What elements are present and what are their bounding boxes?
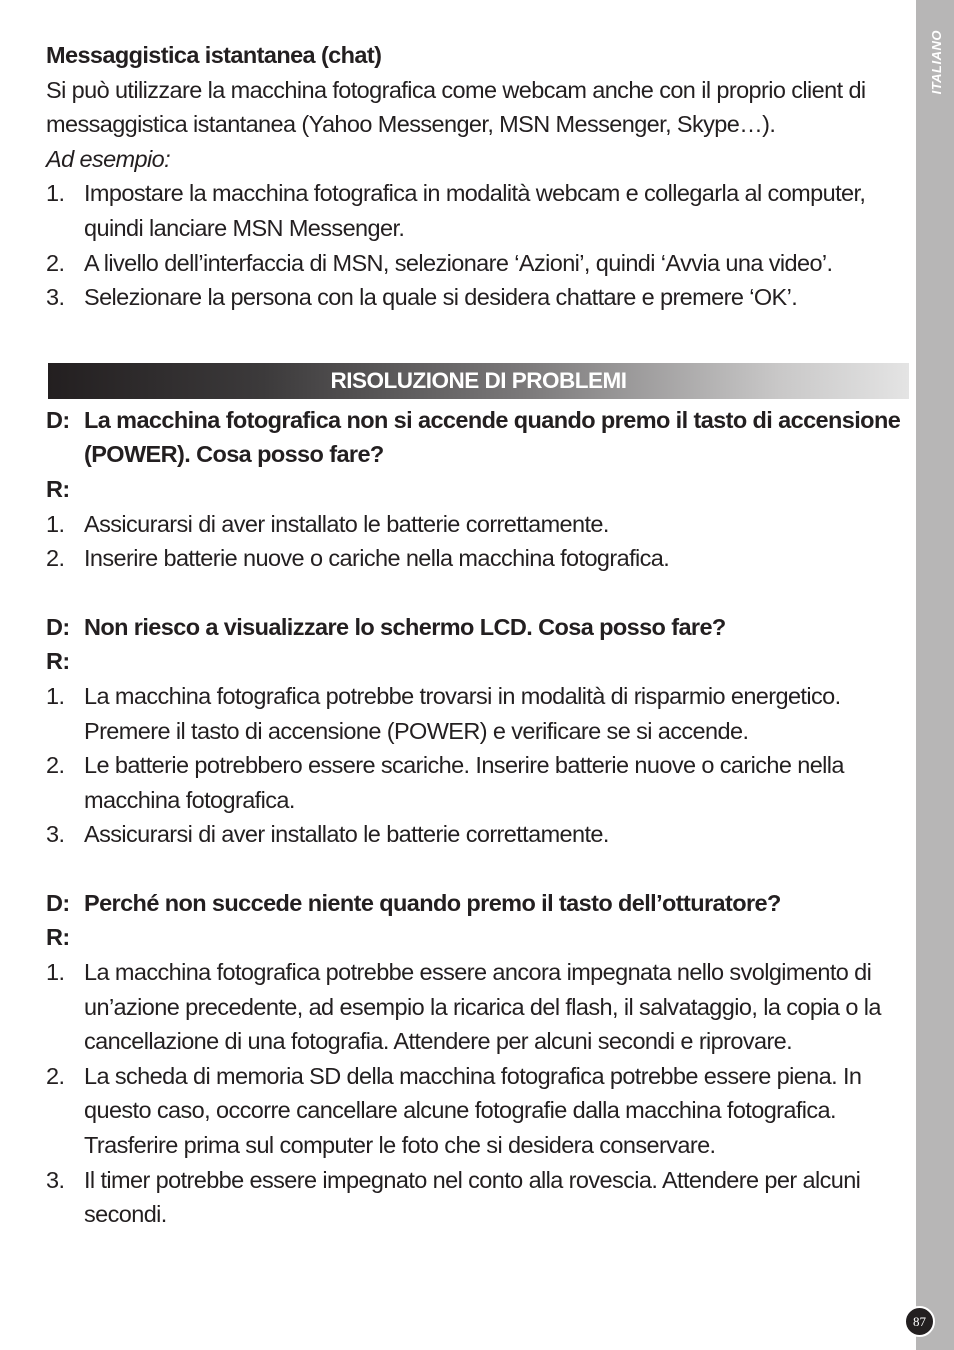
- list-text: A livello dell’interfaccia di MSN, selezionare ‘Azioni’, quindi ‘Avvia una video’.: [84, 249, 833, 276]
- page-number: 87: [904, 1306, 935, 1337]
- list-text: La scheda di memoria SD della macchina fotografica potrebbe essere piena. In questo caso, occorre cancellare alcune fotografie dalla macchina fotografica. Trasferire prima sul computer le foto che si desidera conservare.: [84, 1062, 862, 1159]
- spacer: [46, 576, 908, 610]
- list-item: [46, 176, 908, 245]
- list-text: La macchina fotografica potrebbe essere ancora impegnata nello svolgimento di un’azione precedente, ad esempio la ricarica del flash, il salvataggio, la copia o la cancellazione di una fotografia. Attendere per alcuni secondi e riprovare.: [84, 959, 881, 1055]
- section-banner-title: RISOLUZIONE DI PROBLEMI: [330, 368, 627, 393]
- list-item: [46, 1163, 908, 1232]
- list-number: 2.: [46, 752, 65, 779]
- list-text: Le batterie potrebbero essere scariche. Inserire batterie nuove o cariche nella macchina fotografica.: [84, 752, 844, 813]
- spacer: [46, 852, 908, 886]
- chat-intro: Si può utilizzare la macchina fotografica come webcam anche con il proprio client di messaggistica istantanea (Yahoo Messenger, MSN Messenger, Skype…).: [46, 76, 866, 138]
- list-number: 2.: [46, 249, 65, 276]
- chat-heading: Messaggistica istantanea (chat): [46, 42, 382, 68]
- answer-label: R:: [46, 648, 70, 675]
- chat-steps: [46, 176, 908, 314]
- list-number: 3.: [46, 1166, 65, 1193]
- question: [46, 403, 908, 472]
- list-number: 2.: [46, 1062, 65, 1089]
- list-text: La macchina fotografica potrebbe trovarsi in modalità di risparmio energetico. Premere il tasto di accensione (POWER) e verificare se si accende.: [84, 682, 841, 744]
- list-number: 2.: [46, 545, 65, 572]
- banner-spacer: [46, 315, 908, 403]
- list-number: 3.: [46, 284, 65, 311]
- list-item: [46, 280, 908, 315]
- answer-label: R:: [46, 475, 70, 502]
- question-text: La macchina fotografica non si accende quando premo il tasto di accensione (POWER). Cosa posso fare?: [84, 406, 901, 468]
- language-sidebar: [916, 0, 954, 1350]
- list-item: [46, 817, 908, 852]
- question-label: D:: [46, 406, 70, 433]
- list-number: 1.: [46, 682, 65, 709]
- list-item: [46, 541, 908, 576]
- list-item: [46, 679, 908, 748]
- question-label: D:: [46, 613, 70, 640]
- list-item: [46, 955, 908, 1059]
- list-text: Inserire batterie nuove o cariche nella macchina fotografica.: [84, 545, 670, 572]
- list-text: Il timer potrebbe essere impegnato nel conto alla rovescia. Attendere per alcuni secondi.: [84, 1166, 861, 1228]
- list-number: 1.: [46, 510, 65, 537]
- page-content: [46, 38, 908, 1232]
- list-text: Assicurarsi di aver installato le batterie correttamente.: [84, 821, 609, 848]
- question-text: Perché non succede niente quando premo il tasto dell’otturatore?: [84, 889, 781, 916]
- example-label: Ad esempio:: [46, 145, 171, 172]
- list-number: 1.: [46, 180, 65, 207]
- language-label: ITALIANO: [929, 30, 944, 95]
- list-text: Selezionare la persona con la quale si desidera chattare e premere ‘OK’.: [84, 284, 798, 311]
- list-number: 1.: [46, 959, 65, 986]
- question: [46, 610, 908, 645]
- question-text: Non riesco a visualizzare lo schermo LCD. Cosa posso fare?: [84, 613, 726, 640]
- answer-label: R:: [46, 924, 70, 951]
- list-item: [46, 507, 908, 542]
- list-item: [46, 246, 908, 281]
- question: [46, 886, 908, 921]
- list-text: Impostare la macchina fotografica in modalità webcam e collegarla al computer, quindi lanciare MSN Messenger.: [84, 180, 866, 241]
- question-label: D:: [46, 889, 70, 916]
- list-item: [46, 748, 908, 817]
- list-number: 3.: [46, 821, 65, 848]
- list-item: [46, 1059, 908, 1163]
- list-text: Assicurarsi di aver installato le batterie correttamente.: [84, 510, 609, 537]
